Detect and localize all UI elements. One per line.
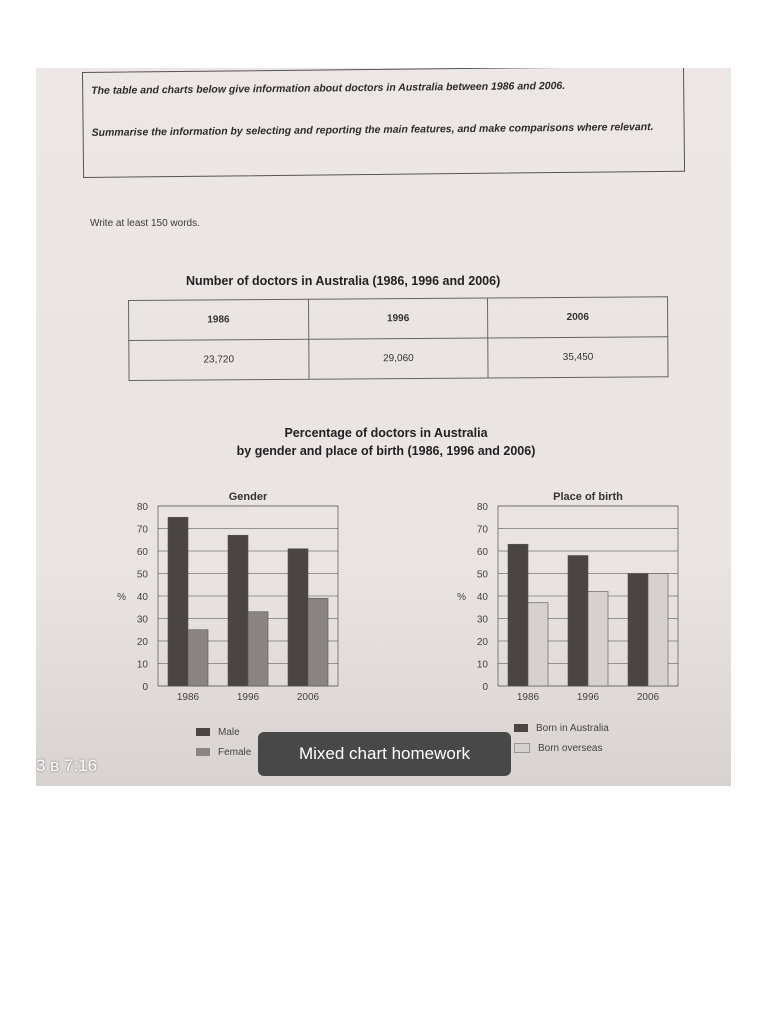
table-header-cell: 1996 <box>308 298 488 339</box>
y-tick-label: 40 <box>136 592 148 603</box>
bar <box>228 535 248 686</box>
x-tick-label: 2006 <box>636 692 660 703</box>
y-tick-label: 70 <box>136 524 148 536</box>
table-row <box>129 337 668 381</box>
table-header-cell: 1986 <box>129 299 309 340</box>
charts-title-line-1: Percentage of doctors in Australia <box>284 426 488 440</box>
bar <box>248 612 268 686</box>
bar <box>288 549 308 686</box>
y-tick-label: 30 <box>136 614 148 626</box>
legend-label: Male <box>218 726 240 738</box>
birthplace-legend <box>514 718 609 758</box>
y-tick-label: 10 <box>136 659 148 671</box>
task-line-1: The table and charts below give information about doctors in Australia between 1986 and 2006. <box>91 79 566 97</box>
y-tick-label: 20 <box>136 637 148 648</box>
y-tick-label: 80 <box>476 502 488 513</box>
legend-swatch-male <box>196 728 210 736</box>
y-tick-label: 60 <box>476 547 488 558</box>
bar <box>168 517 188 686</box>
y-axis-label: % <box>117 592 126 603</box>
legend-swatch-born-australia <box>514 724 528 732</box>
task-instructions <box>82 68 685 178</box>
y-tick-label: 20 <box>476 637 488 648</box>
legend-item <box>196 722 251 742</box>
y-tick-label: 0 <box>142 682 148 693</box>
doctors-table <box>128 296 669 381</box>
x-tick-label: 1986 <box>176 692 200 703</box>
y-tick-label: 70 <box>476 524 488 536</box>
legend-label: Female <box>218 746 252 758</box>
birthplace-bar-chart <box>436 476 696 706</box>
legend-item <box>514 738 609 758</box>
bar <box>568 556 588 687</box>
legend-item <box>514 718 609 738</box>
table-cell: 29,060 <box>308 338 488 379</box>
legend-item <box>196 742 251 762</box>
bar <box>628 574 648 687</box>
table-cell: 23,720 <box>129 339 309 380</box>
y-tick-label: 80 <box>136 502 148 513</box>
gender-legend <box>196 722 251 762</box>
charts-title-line-2: by gender and place of birth (1986, 1996 and 2006) <box>236 444 536 458</box>
task-line-2: Summarise the information by selecting and reporting the main features, and make comparisons where relevant. <box>91 121 654 139</box>
legend-label: Born overseas <box>538 742 603 754</box>
legend-label: Born in Australia <box>536 722 609 734</box>
message-timestamp: 3 в 7:16 <box>36 756 98 775</box>
y-tick-label: 10 <box>476 659 488 671</box>
x-tick-label: 1986 <box>516 692 540 703</box>
y-tick-label: 40 <box>476 592 488 603</box>
y-tick-label: 50 <box>476 569 488 581</box>
chart-title: Gender <box>228 491 268 503</box>
bar <box>308 598 328 686</box>
x-tick-label: 1996 <box>236 692 260 703</box>
y-axis-label: % <box>457 592 466 603</box>
table-cell: 35,450 <box>488 337 668 378</box>
bar <box>188 630 208 686</box>
bar <box>588 592 608 687</box>
y-tick-label: 30 <box>476 614 488 626</box>
bar <box>508 544 528 686</box>
homework-photo <box>36 68 731 786</box>
gender-bar-chart <box>96 476 356 706</box>
charts-title <box>186 424 586 460</box>
x-tick-label: 2006 <box>296 692 320 703</box>
table-header-cell: 2006 <box>488 297 668 338</box>
chart-title: Place of birth <box>553 491 623 503</box>
table-header-row <box>129 297 668 341</box>
attachment-caption[interactable]: Mixed chart homework <box>258 732 511 776</box>
y-tick-label: 50 <box>136 569 148 581</box>
word-count-note: Write at least 150 words. <box>90 218 200 229</box>
bar <box>528 603 548 686</box>
bar <box>648 574 668 687</box>
table-title: Number of doctors in Australia (1986, 1996 and 2006) <box>186 274 501 288</box>
legend-swatch-born-overseas <box>514 743 530 753</box>
y-tick-label: 60 <box>136 547 148 558</box>
x-tick-label: 1996 <box>576 692 600 703</box>
legend-swatch-female <box>196 748 210 756</box>
y-tick-label: 0 <box>482 682 488 693</box>
